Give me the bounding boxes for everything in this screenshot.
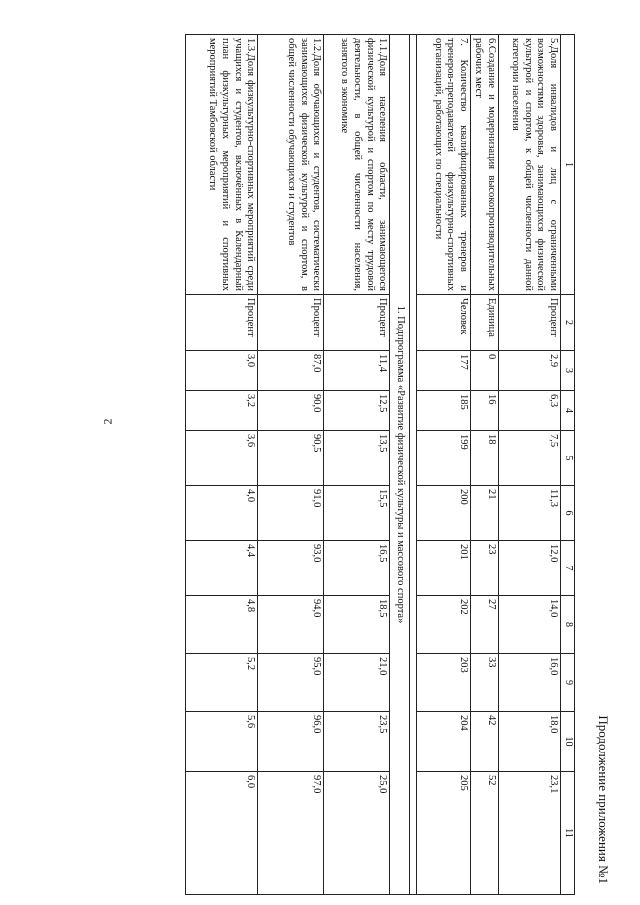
- indicator-name: 7. Количество квалифицированных тренеров и тренеров-преподавателей физкультурно-спортивных организаций, работающих по специальности: [416, 35, 470, 295]
- indicator-name: 5.Доля инвалидов и лиц с ограниченными возможностями здоровья, занимающихся физической культурой и спортом, к общей численности данной категории населения: [499, 35, 561, 295]
- indicator-value: 202: [416, 596, 470, 654]
- column-number: 1: [561, 35, 575, 295]
- indicator-value: 15,5: [324, 486, 390, 541]
- indicator-value: 95,0: [258, 654, 324, 712]
- indicator-value: 87,0: [258, 351, 324, 391]
- indicator-row: [470, 35, 498, 895]
- page-number: 2: [100, 418, 115, 425]
- indicator-value: 12,0: [499, 541, 561, 596]
- indicator-row: [324, 35, 390, 895]
- indicator-row: [416, 35, 470, 895]
- indicator-value: 23,5: [324, 712, 390, 772]
- spacer-row: [409, 35, 416, 895]
- indicator-unit: Процент: [499, 295, 561, 351]
- indicator-value: 90,0: [258, 391, 324, 431]
- indicator-value: 4,0: [186, 486, 258, 541]
- column-number: 5: [561, 431, 575, 486]
- indicator-row: [499, 35, 561, 895]
- indicator-value: 25,0: [324, 772, 390, 895]
- indicator-value: 42: [470, 712, 498, 772]
- indicator-value: 3,0: [186, 351, 258, 391]
- appendix-caption: Продолжение приложения №1: [596, 715, 611, 884]
- indicator-name: 6.Создание и модернизация высокопроизводительных рабочих мест: [470, 35, 498, 295]
- indicator-value: 52: [470, 772, 498, 895]
- indicator-value: 27: [470, 596, 498, 654]
- indicator-value: 21: [470, 486, 498, 541]
- indicator-value: 96,0: [258, 712, 324, 772]
- indicator-unit: Процент: [258, 295, 324, 351]
- indicator-name: 1.1.Доля населения области, занимающегося физической культурой и спортом по месту трудовой деятельности, в общей численности населения, занятого в экономике: [324, 35, 390, 295]
- column-number: 2: [561, 295, 575, 351]
- column-number: 7: [561, 541, 575, 596]
- indicator-value: 97,0: [258, 772, 324, 895]
- indicator-value: 177: [416, 351, 470, 391]
- indicator-value: 0: [470, 351, 498, 391]
- indicator-value: 203: [416, 654, 470, 712]
- section-row: [390, 35, 410, 895]
- column-number: 3: [561, 351, 575, 391]
- indicator-value: 23: [470, 541, 498, 596]
- indicator-unit: Процент: [186, 295, 258, 351]
- column-number: 10: [561, 712, 575, 772]
- indicator-value: 94,0: [258, 596, 324, 654]
- rotated-table-sheet: [155, 34, 611, 894]
- indicator-value: 2,9: [499, 351, 561, 391]
- indicator-value: 5,2: [186, 654, 258, 712]
- indicators-table: [185, 34, 575, 895]
- column-number: 9: [561, 654, 575, 712]
- indicator-value: 18,5: [324, 596, 390, 654]
- indicator-value: 204: [416, 712, 470, 772]
- column-number: 6: [561, 486, 575, 541]
- indicator-value: 205: [416, 772, 470, 895]
- indicator-value: 91,0: [258, 486, 324, 541]
- indicator-value: 93,0: [258, 541, 324, 596]
- table-body: [186, 35, 575, 895]
- indicator-value: 199: [416, 431, 470, 486]
- indicator-value: 33: [470, 654, 498, 712]
- indicator-row: [258, 35, 324, 895]
- indicator-value: 11,3: [499, 486, 561, 541]
- indicator-value: 11,4: [324, 351, 390, 391]
- column-number: 8: [561, 596, 575, 654]
- header-row: [561, 35, 575, 895]
- indicator-value: 18: [470, 431, 498, 486]
- indicator-value: 14,0: [499, 596, 561, 654]
- indicator-value: 16,0: [499, 654, 561, 712]
- indicator-row: [186, 35, 258, 895]
- indicator-value: 3,6: [186, 431, 258, 486]
- indicator-unit: Процент: [324, 295, 390, 351]
- indicator-value: 200: [416, 486, 470, 541]
- indicator-value: 6,0: [186, 772, 258, 895]
- indicator-value: 4,4: [186, 541, 258, 596]
- indicator-value: 5,6: [186, 712, 258, 772]
- indicator-value: 4,8: [186, 596, 258, 654]
- indicator-value: 13,5: [324, 431, 390, 486]
- indicator-value: 90,5: [258, 431, 324, 486]
- indicator-unit: Единица: [470, 295, 498, 351]
- indicator-value: 21,0: [324, 654, 390, 712]
- indicator-value: 7,5: [499, 431, 561, 486]
- indicator-value: 6,3: [499, 391, 561, 431]
- indicator-value: 185: [416, 391, 470, 431]
- indicator-unit: Человек: [416, 295, 470, 351]
- indicator-value: 18,0: [499, 712, 561, 772]
- column-number: 4: [561, 391, 575, 431]
- indicator-value: 12,5: [324, 391, 390, 431]
- indicator-value: 201: [416, 541, 470, 596]
- indicator-value: 16,5: [324, 541, 390, 596]
- indicator-value: 23,1: [499, 772, 561, 895]
- indicator-name: 1.2.Доля обучающихся и студентов, систематически занимающихся физической культурой и спортом, в общей численности обучающихся и студентов: [258, 35, 324, 295]
- indicator-name: 1.3.Доля физкультурно-спортивных мероприятий среди учащихся и студентов, включённых в Календарный план физкультурных мероприятий и спортивных мероприятий Тамбовской области: [186, 35, 258, 295]
- indicator-value: 16: [470, 391, 498, 431]
- section-title: 1. Подпрограмма «Развитие физической культуры и массового спорта»: [390, 35, 410, 895]
- column-number: 11: [561, 772, 575, 895]
- indicator-value: 3,2: [186, 391, 258, 431]
